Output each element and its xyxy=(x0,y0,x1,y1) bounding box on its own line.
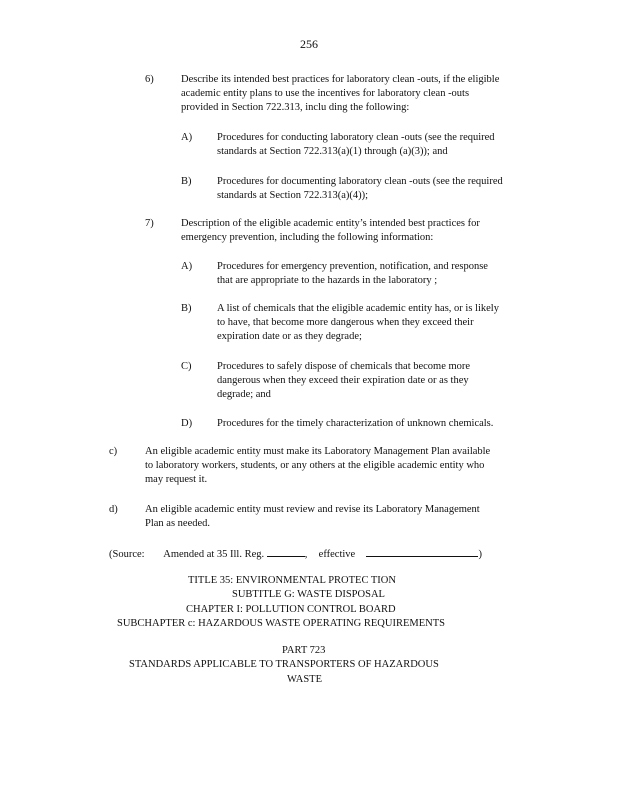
item-label-6a: A) xyxy=(181,132,193,143)
text-line: that are appropriate to the hazards in the laboratory ; xyxy=(217,275,438,287)
text-line: An eligible academic entity must make its Laboratory Management Plan available xyxy=(145,446,491,457)
source-prefix: (Source: xyxy=(109,549,145,560)
text-line: Plan as needed. xyxy=(145,518,211,530)
part-title-cont: WASTE xyxy=(287,674,322,685)
text-line: An eligible academic entity must review and revise its Laboratory Management xyxy=(145,504,480,515)
item-text-c xyxy=(145,445,533,488)
source-amended: Amended at 35 Ill. Reg. xyxy=(163,549,265,560)
text-line: A list of chemicals that the eligible academic entity has, or is likely xyxy=(217,303,499,314)
item-label-7: 7) xyxy=(145,218,154,229)
heading-title: TITLE 35: ENVIRONMENTAL PROTEC TION xyxy=(188,575,396,586)
item-text-7c xyxy=(217,360,505,403)
text-line: provided in Section 722.313, inclu ding the following: xyxy=(181,102,410,114)
source-effective: effective xyxy=(318,549,356,560)
item-label-6: 6) xyxy=(145,74,154,85)
item-label-7b: B) xyxy=(181,303,192,314)
item-label-d: d) xyxy=(109,504,118,515)
text-line: Procedures to safely dispose of chemicals that become more xyxy=(217,361,471,372)
part-title: STANDARDS APPLICABLE TO TRANSPORTERS OF HAZARDOUS xyxy=(129,659,439,670)
text-line: may request it. xyxy=(145,474,208,486)
text-line: Procedures for emergency prevention, notification, and response xyxy=(217,261,488,272)
heading-subtitle: SUBTITLE G: WASTE DISPOSAL xyxy=(232,589,385,600)
text-line: degrade; and xyxy=(217,389,271,401)
text-line: Procedures for conducting laboratory clean -outs (see the required xyxy=(217,132,495,143)
item-label-7d: D) xyxy=(181,418,193,429)
page-number: 256 xyxy=(300,37,318,51)
text-line: Procedures for documenting laboratory clean -outs (see the required xyxy=(217,176,503,187)
text-line: to have, that become more dangerous when they exceed their xyxy=(217,317,474,329)
item-label-7c: C) xyxy=(181,361,192,372)
item-text-6 xyxy=(181,73,539,116)
source-close: ) xyxy=(478,549,482,560)
text-line: emergency prevention, including the following information: xyxy=(181,232,434,244)
text-line: standards at Section 722.313(a)(1) through (a)(3)); and xyxy=(217,146,448,158)
text-line: academic entity plans to use the incentives for laboratory clean -outs xyxy=(181,88,470,100)
text-line: Procedures for the timely characterization of unknown chemicals. xyxy=(217,418,494,429)
source-blank-effective xyxy=(366,545,478,557)
item-text-d xyxy=(145,503,517,531)
text-line: expiration date or as they degrade; xyxy=(217,331,362,343)
text-line: Describe its intended best practices for laboratory clean -outs, if the eligible xyxy=(181,74,500,85)
item-label-6b: B) xyxy=(181,176,192,187)
text-line: to laboratory workers, students, or any others at the eligible academic entity who xyxy=(145,460,485,472)
item-label-7a: A) xyxy=(181,261,193,272)
heading-subchapter: SUBCHAPTER c: HAZARDOUS WASTE OPERATING REQUIREMENTS xyxy=(117,618,445,629)
heading-chapter: CHAPTER I: POLLUTION CONTROL BOARD xyxy=(186,604,396,615)
part-number: PART 723 xyxy=(282,645,326,656)
item-text-7d xyxy=(217,417,537,431)
item-text-7 xyxy=(181,217,525,245)
source-blank-reg xyxy=(267,545,305,557)
text-line: dangerous when they exceed their expiration date or as they xyxy=(217,375,469,387)
item-text-7a xyxy=(217,260,523,288)
source-note xyxy=(109,545,509,562)
item-text-6b xyxy=(217,175,537,203)
item-label-c: c) xyxy=(109,446,118,457)
text-line: standards at Section 722.313(a)(4)); xyxy=(217,190,369,202)
source-comma: , xyxy=(304,549,308,560)
item-text-7b xyxy=(217,302,539,345)
item-text-6a xyxy=(217,131,537,159)
text-line: Description of the eligible academic entity’s intended best practices for xyxy=(181,218,480,229)
